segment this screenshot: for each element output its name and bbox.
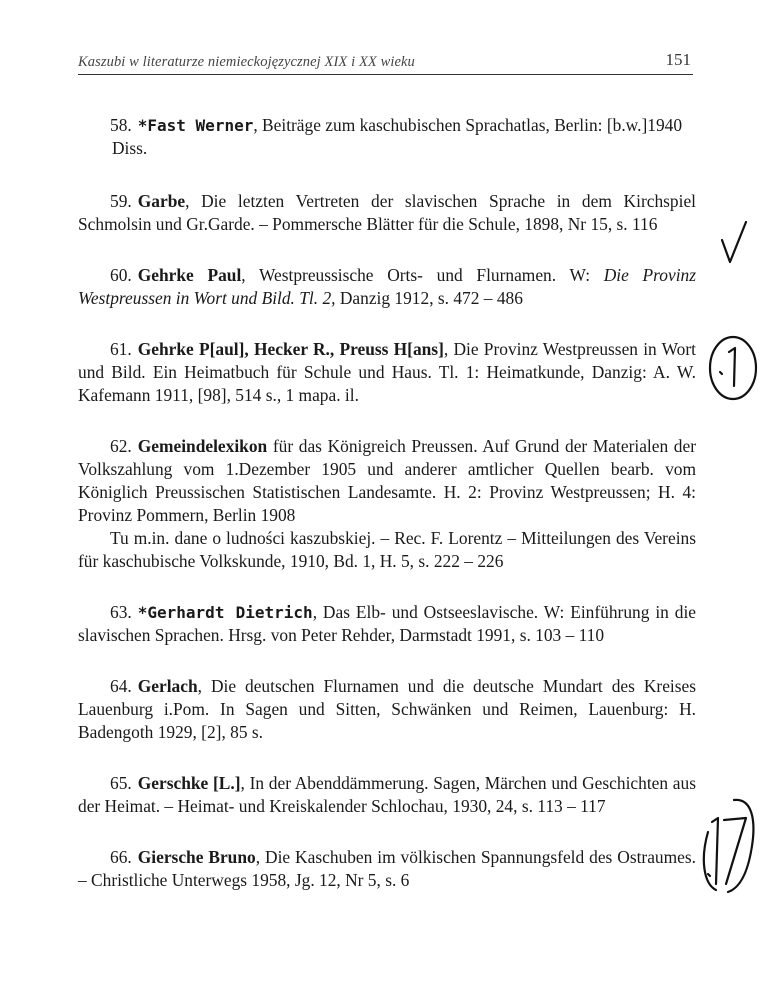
bibliography-entry-59	[78, 190, 696, 236]
entry-text: , Westpreussische Orts- und Flurnamen. W:	[241, 265, 604, 285]
entry-author: Gehrke Paul	[137, 265, 242, 285]
bibliography-entry-60	[78, 264, 696, 310]
entry-italic-title: Die Provinz Westpreussen in Wort und Bild. Tl. 2,	[78, 265, 696, 308]
entry-author: *Fast Werner	[137, 116, 254, 135]
entry-text: , Die letzten Vertreten der slavischen Sprache in dem Kirchspiel Schmolsin und Gr.Garde. – Pommersche Blätter für die Schule, 1898, Nr 15, s. 116	[78, 191, 696, 234]
bibliography-entry-61	[78, 338, 696, 407]
entry-author: Gerlach	[137, 676, 198, 696]
bibliography-entry-65	[78, 772, 696, 818]
entry-author: Gehrke P[aul], Hecker R., Preuss H[ans]	[137, 339, 444, 359]
entry-author: Garbe	[137, 191, 186, 211]
entry-text: , Das Elb- und Ostseeslavische. W: Einführung in die slavischen Sprachen. Hrsg. von Peter Rehder, Darmstadt 1991, s. 103 – 110	[78, 602, 696, 645]
bibliography-entry-64	[78, 675, 696, 744]
entry-number: 61.	[110, 339, 132, 359]
entry-number: 64.	[110, 676, 132, 696]
entry-number: 65.	[110, 773, 132, 793]
entry-text: , Die Provinz Westpreussen in Wort und Bild. Ein Heimatbuch für Schule und Haus. Tl. 1: Heimatkunde, Danzig: A. W. Kafemann 1911, [98], 514 s., 1 mapa. il.	[78, 339, 696, 405]
entry-text-after: Danzig 1912, s. 472 – 486	[335, 288, 523, 308]
handwritten-circled-17	[704, 800, 754, 892]
entry-author: Giersche Bruno	[137, 847, 256, 867]
page-number: 151	[665, 50, 691, 69]
entry-number: 66.	[110, 847, 132, 867]
handwritten-checkmark	[722, 222, 746, 262]
entry-author: Gerschke [L.]	[137, 773, 241, 793]
bibliography-entry-63	[78, 601, 696, 647]
entry-author: Gemeindelexikon	[137, 436, 268, 456]
bibliography-entry-58	[78, 114, 696, 160]
running-header	[78, 48, 693, 75]
entry-text: für das Königreich Preussen. Auf Grund der Materialen der Volkszahlung vom 1.Dezember 1905 und anderer amtlicher Quellen bearb. vom Königlich Preussischen Statistischen Landesamte. H. 2: Provinz Westpreussen; H. 4: Provinz Pommern, Berlin 1908	[78, 436, 696, 525]
entry-text: , Die Kaschuben im völkischen Spannungsfeld des Ostraumes. – Christliche Unterwegs 1958, Jg. 12, Nr 5, s. 6	[78, 847, 696, 890]
entry-text: , Die deutschen Flurnamen und die deutsche Mundart des Kreises Lauenburg i.Pom. In Sagen und Sitten, Schwänken und Reimen, Lauenburg: H. Badengoth 1929, [2], 85 s.	[78, 676, 696, 742]
running-title: Kaszubi w literaturze niemieckojęzycznej XIX i XX wieku	[78, 54, 415, 70]
handwritten-circled-1	[710, 337, 756, 399]
entry-number: 59.	[110, 191, 132, 211]
entry-number: 58.	[110, 115, 132, 135]
bibliography-list	[78, 114, 696, 920]
entry-number: 63.	[110, 602, 132, 622]
bibliography-entry-66	[78, 846, 696, 892]
bibliography-entry-62	[78, 435, 696, 573]
entry-note: Diss.	[112, 138, 148, 158]
entry-text: , In der Abenddämmerung. Sagen, Märchen und Geschichten aus der Heimat. – Heimat- und Kreiskalender Schlochau, 1930, 24, s. 113 – 117	[78, 773, 696, 816]
entry-text: , Beiträge zum kaschubischen Sprachatlas, Berlin: [b.w.]1940	[253, 115, 683, 135]
entry-author: *Gerhardt Dietrich	[137, 603, 313, 622]
entry-number: 60.	[110, 265, 132, 285]
entry-number: 62.	[110, 436, 132, 456]
entry-note: Tu m.in. dane o ludności kaszubskiej. – Rec. F. Lorentz – Mitteilungen des Vereins für kaschubische Volkskunde, 1910, Bd. 1, H. 5, s. 222 – 226	[78, 528, 696, 571]
